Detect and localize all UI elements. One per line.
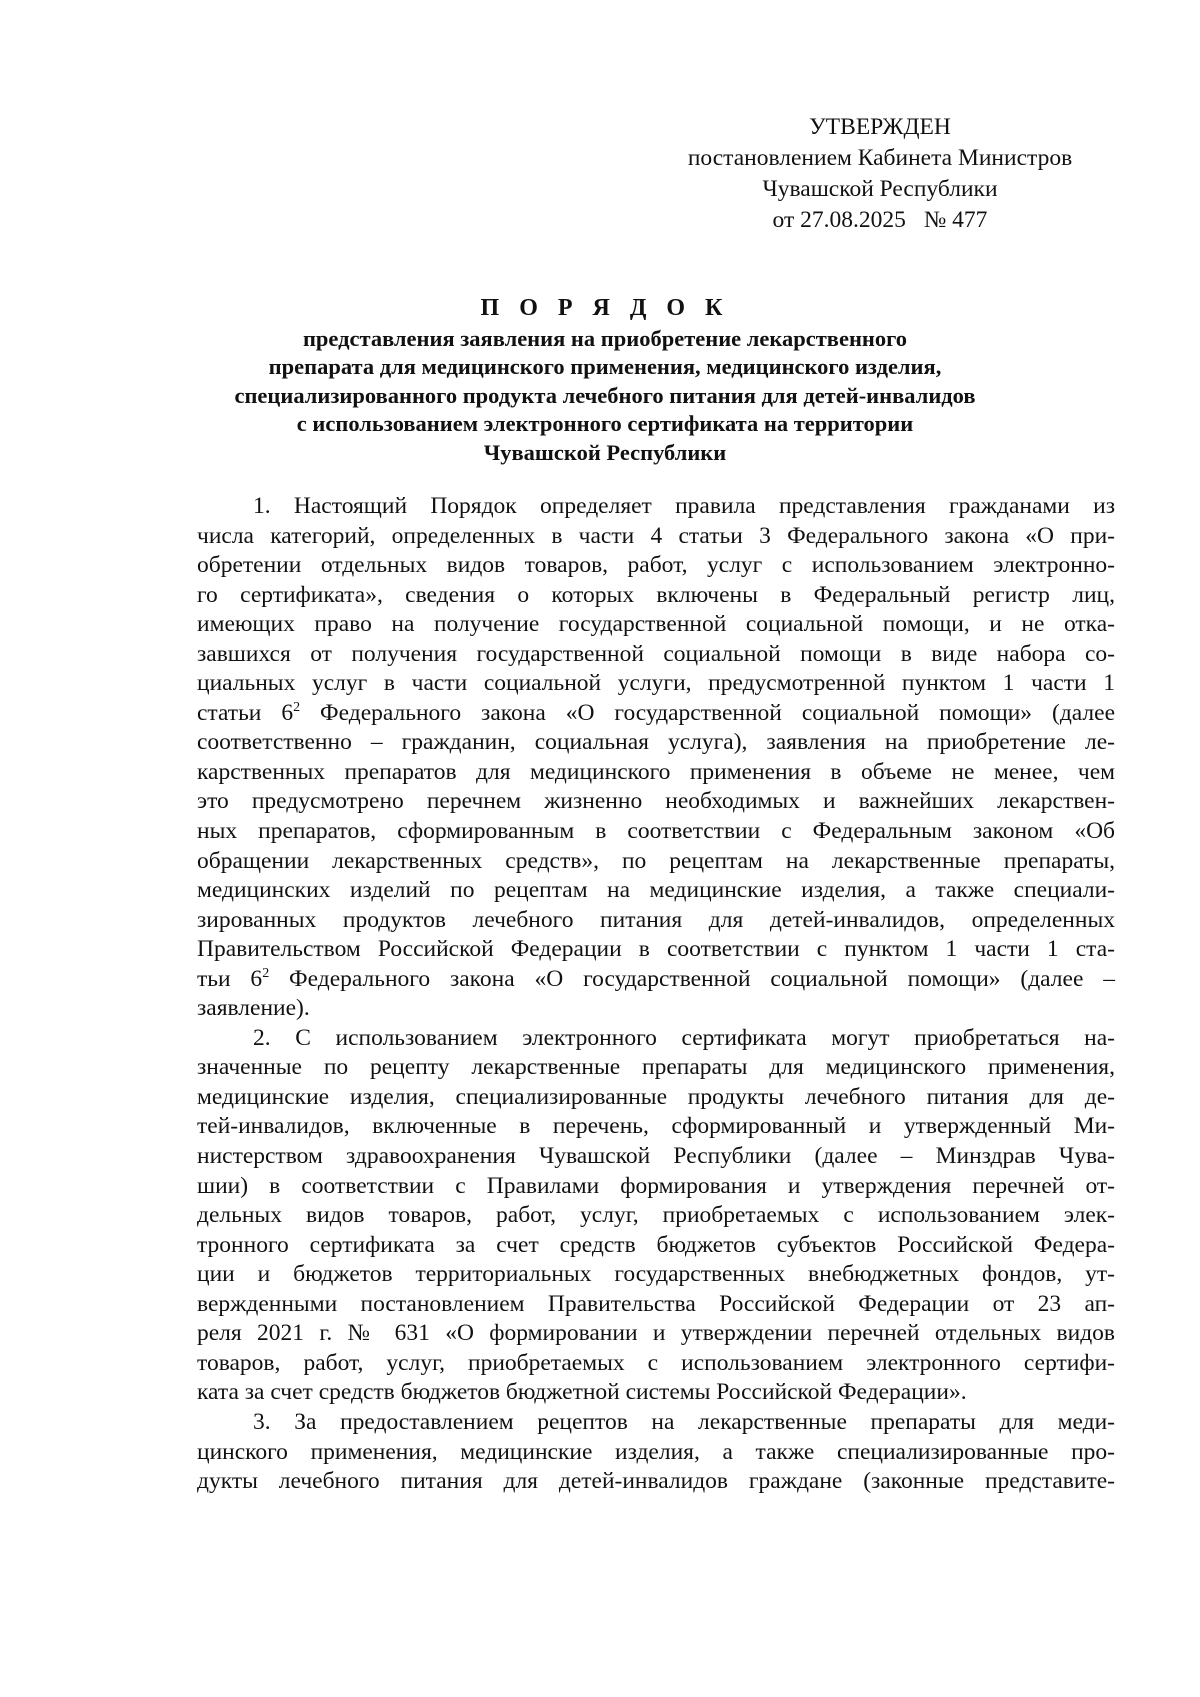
approval-date: от 27.08.2025 [772, 207, 906, 233]
approval-block [660, 112, 1100, 236]
paragraph-line: зированных продуктов лечебного питания для детей-инвалидов, определенных [197, 906, 1115, 933]
paragraph-line: шии) в соответствии с Правилами формирования и утверждения перечней от- [197, 1172, 1115, 1199]
paragraph-line: тьи $6^2$ Федерального закона «О государственной социальной помощи» (далее – [197, 965, 1115, 992]
title-subtitle-line: препарата для медицинского применения, медицинского изделия, [268, 354, 942, 379]
paragraph-line: дельных видов товаров, работ, услуг, приобретаемых с использованием элек- [197, 1202, 1115, 1229]
paragraph-line: нистерством здравоохранения Чувашской Республики (далее – Минздрав Чува- [197, 1143, 1115, 1170]
superscript: 2 [293, 700, 301, 715]
paragraph-line: это предусмотрено перечнем жизненно необходимых и важнейших лекарствен- [197, 788, 1115, 815]
paragraph-line: реля 2021 г. № 631 «О формировании и утверждении перечней отдельных видов [197, 1320, 1115, 1347]
paragraph-line: дукты лечебного питания для детей-инвалидов граждане (законные представите- [197, 1468, 1115, 1495]
paragraph-line: 3. За предоставлением рецептов на лекарственные препараты для меди- [253, 1408, 1115, 1435]
paragraph-line: имеющих право на получение государственной социальной помощи, и не отка- [197, 611, 1115, 638]
paragraph-line: медицинские изделия, специализированные продукты лечебного питания для де- [197, 1083, 1115, 1110]
paragraph-line: обращении лекарственных средств», по рецептам на лекарственные препараты, [197, 847, 1115, 874]
paragraph-line: цинского применения, медицинские изделия, а также специализированные про- [197, 1438, 1115, 1465]
paragraph-line: 1. Настоящий Порядок определяет правила представления гражданами из [253, 493, 1115, 519]
paragraph-line: заявление). [197, 995, 310, 1022]
approval-date-line [660, 205, 1100, 236]
paragraph-line: 2. С использованием электронного сертификата могут приобретаться на- [253, 1024, 1115, 1051]
approval-line-1: постановлением Кабинета Министров [687, 145, 1073, 171]
paragraph-line: ных препаратов, сформированным в соответствии с Федеральным законом «Об [197, 818, 1115, 845]
paragraph-line: тронного сертификата за счет средств бюджетов субъектов Российской Федера- [197, 1231, 1115, 1258]
paragraph-line: значенные по рецепту лекарственные препараты для медицинского применения, [197, 1054, 1115, 1081]
paragraph-line: го сертификата», сведения о которых включены в Федеральный регистр лиц, [197, 581, 1115, 608]
paragraph-line: циальных услуг в части социальной услуги, предусмотренной пунктом 1 части 1 [197, 670, 1115, 697]
title-subtitle-line: представления заявления на приобретение лекарственного [302, 325, 908, 351]
document-body [197, 492, 1115, 1497]
title-subtitle-line: специализированного продукта лечебного питания для детей-инвалидов [234, 382, 976, 408]
paragraph-line: вержденными постановлением Правительства Российской Федерации от 23 ап- [197, 1290, 1115, 1317]
paragraph-line: ката за счет средств бюджетов бюджетной системы Российской Федерации». [197, 1379, 967, 1406]
title-main: П О Р Я Д О К [480, 295, 730, 321]
paragraph-line: числа категорий, определенных в части 4 статьи 3 Федерального закона «О при- [197, 522, 1115, 549]
paragraph-line: карственных препаратов для медицинского применения в объеме не менее, чем [197, 758, 1115, 785]
title-subtitle-line: с использованием электронного сертификата на территории [296, 411, 914, 436]
paragraph-line: товаров, работ, услуг, приобретаемых с использованием электронного сертифи- [197, 1349, 1115, 1376]
paragraph-line: медицинских изделий по рецептам на медицинские изделия, а также специали- [197, 877, 1115, 904]
approval-line-2: Чувашской Республики [762, 176, 998, 202]
paragraph-line: завшихся от получения государственной социальной помощи в виде набора со- [197, 640, 1115, 667]
paragraph-line: соответственно – гражданин, социальная услуга), заявления на приобретение ле- [197, 729, 1115, 756]
approval-status: УТВЕРЖДЕН [809, 114, 951, 140]
paragraph-line: тей-инвалидов, включенные в перечень, сформированный и утвержденный Ми- [197, 1113, 1115, 1140]
paragraph-line: ции и бюджетов территориальных государственных внебюджетных фондов, ут- [197, 1261, 1115, 1288]
document-title [150, 294, 1060, 467]
paragraph-line: обретении отдельных видов товаров, работ, услуг с использованием электронно- [197, 552, 1115, 579]
paragraph-3 [197, 1408, 1115, 1497]
paragraph-2 [197, 1024, 1115, 1408]
title-subtitle-line: Чувашской Республики [483, 439, 727, 465]
paragraph-line: статьи $6^2$ Федерального закона «О государственной социальной помощи» (далее [197, 699, 1115, 726]
superscript: 2 [262, 965, 270, 981]
paragraph-line: Правительством Российской Федерации в соответствии с пунктом 1 части 1 ста- [197, 936, 1115, 963]
paragraph-1 [197, 492, 1115, 1024]
approval-number: № 477 [923, 207, 988, 233]
